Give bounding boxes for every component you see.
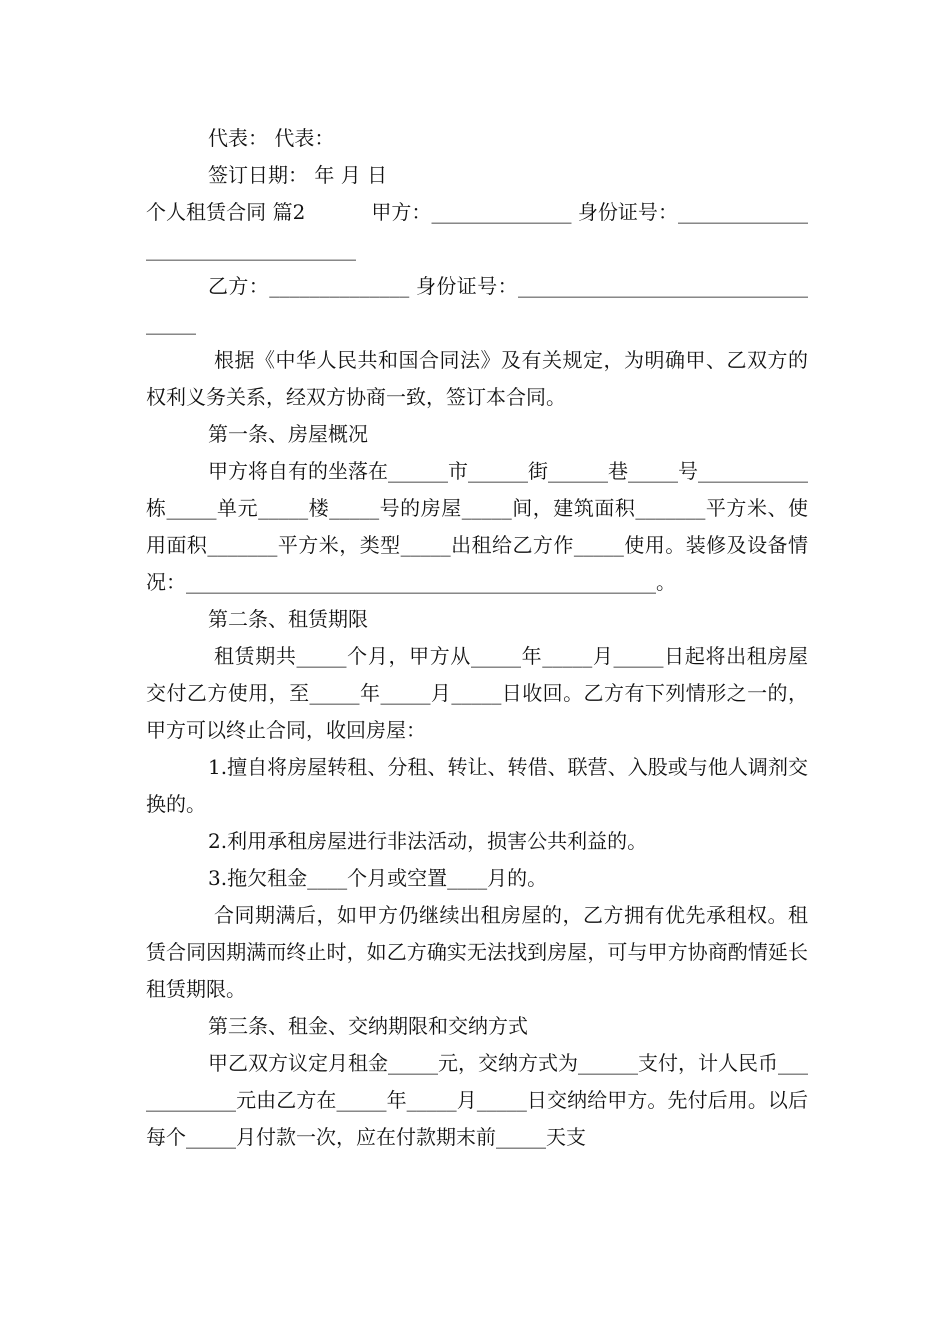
party-a-line bbox=[146, 194, 808, 268]
article-2-renewal: 合同期满后，如甲方仍继续出租房屋的，乙方拥有优先承租权。租赁合同因期满而终止时，如乙方确实无法找到房屋，可与甲方协商酌情延长租赁期限。 bbox=[146, 903, 808, 1001]
sign-date-line: 签订日期： 年 月 日 bbox=[208, 163, 388, 187]
article-2-body: 租赁期共_____个月，甲方从_____年_____月_____日起将出租房屋交付乙方使用，至_____年_____月_____日收回。乙方有下列情形之一的，甲方可以终止合同，收回房屋： bbox=[146, 644, 808, 742]
article-2-item-1: 1.擅自将房屋转租、分租、转让、转借、联营、入股或与他人调剂交换的。 bbox=[146, 755, 808, 816]
document-page bbox=[146, 120, 808, 1156]
party-b-line: 乙方：______________ 身份证号：__________________________________ bbox=[146, 274, 808, 335]
article-2-item-2: 2.利用承租房屋进行非法活动，损害公共利益的。 bbox=[208, 829, 648, 853]
article-3-title: 第三条、租金、交纳期限和交纳方式 bbox=[208, 1014, 528, 1038]
party-a-info: 甲方：______________ 身份证号：__________________________________ bbox=[146, 200, 808, 261]
representative-line: 代表： 代表： bbox=[208, 126, 335, 150]
intro-paragraph: 根据《中华人民共和国合同法》及有关规定，为明确甲、乙双方的权利义务关系，经双方协商一致，签订本合同。 bbox=[146, 348, 808, 409]
contract-section-title: 个人租赁合同 篇2 bbox=[146, 200, 306, 224]
article-3-body: 甲乙双方议定月租金_____元，交纳方式为______支付，计人民币____________元由乙方在_____年_____月_____日交纳给甲方。先付后用。以后每个_____月付款一次，应在付款期末前_____天支 bbox=[146, 1051, 808, 1149]
article-2-item-3: 3.拖欠租金____个月或空置____月的。 bbox=[208, 866, 548, 890]
article-1-body: 甲方将自有的坐落在______市______街______巷_____号___________栋_____单元_____楼_____号的房屋_____间，建筑面积_______平方米、使用面积_______平方米，类型_____出租给乙方作_____使用。装修及设备情况：_______________________________________________。 bbox=[146, 459, 808, 594]
article-2-title: 第二条、租赁期限 bbox=[208, 607, 368, 631]
article-1-title: 第一条、房屋概况 bbox=[208, 422, 368, 446]
